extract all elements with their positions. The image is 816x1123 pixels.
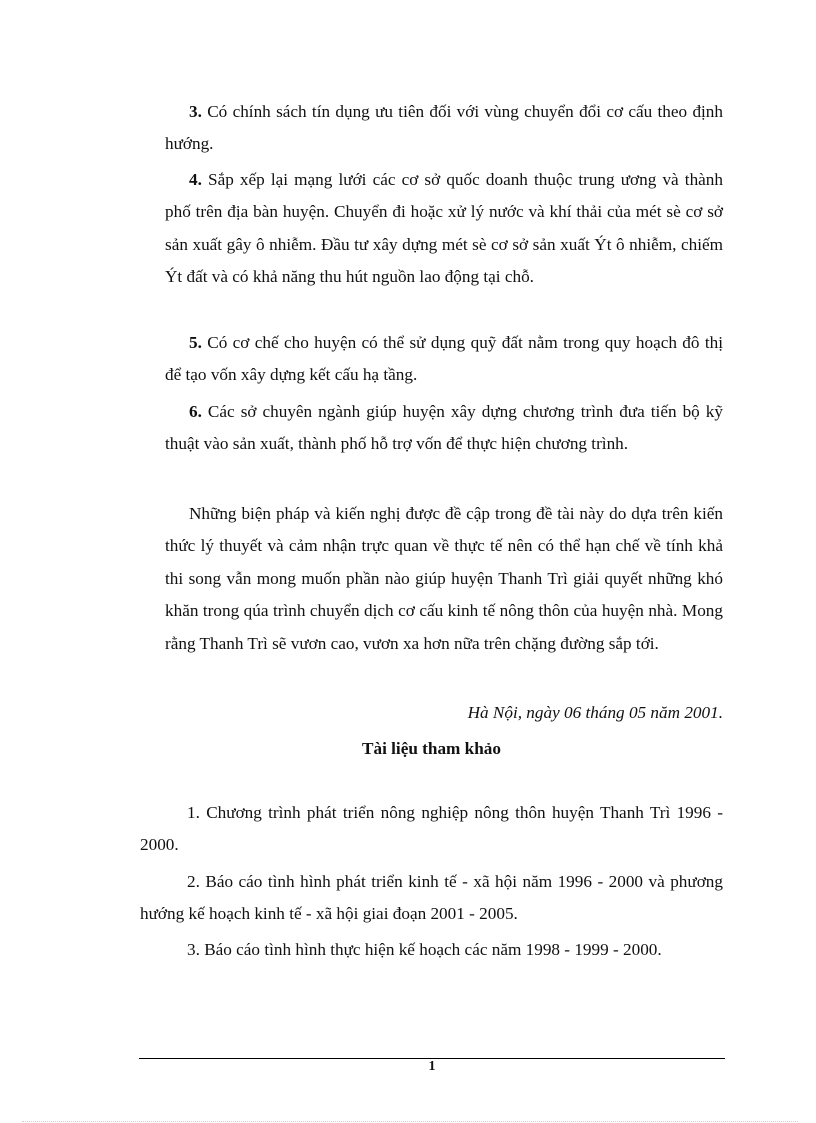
- date-signature: Hà Nội, ngày 06 tháng 05 năm 2001.: [467, 703, 723, 722]
- item-text: Các sở chuyên ngành giúp huyện xây dựng chương trình đưa tiến bộ kỹ thuật vào sản xuất, thành phố hỗ trợ vốn để thực hiện chương trình.: [165, 402, 723, 454]
- reference-item: 1. Chương trình phát triển nông nghiệp nông thôn huyện Thanh Trì 1996 - 2000.: [140, 803, 723, 855]
- reference-item: 3. Báo cáo tình hình thực hiện kế hoạch các năm 1998 - 1999 - 2000.: [187, 940, 662, 959]
- recommendation-4: [165, 164, 723, 294]
- item-number: 4.: [189, 170, 202, 189]
- item-number: 6.: [189, 402, 202, 421]
- item-text: Có chính sách tín dụng ưu tiên đối với vùng chuyển đổi cơ cấu theo định hướng.: [165, 102, 723, 154]
- recommendation-5: [165, 327, 723, 392]
- item-text: Có cơ chế cho huyện có thể sử dụng quỹ đất nằm trong quy hoạch đô thị để tạo vốn xây dựng kết cấu hạ tầng.: [165, 333, 723, 385]
- item-text: Sắp xếp lại mạng lưới các cơ sở quốc doanh thuộc trung ương và thành phố trên địa bàn huyện. Chuyển đi hoặc xử lý nước và khí thải của mét sè cơ sở sản xuất gây ô nhiễm. Đầu tư xây dựng mét sè cơ sở sản xuất Ýt ô nhiễm, chiếm Ýt đất và có khả năng thu hút nguồn lao động tại chỗ.: [165, 170, 723, 287]
- recommendation-3: [165, 96, 723, 161]
- page-edge-divider: [22, 1121, 798, 1122]
- reference-item: 2. Báo cáo tình hình phát triển kinh tế - xã hội năm 1996 - 2000 và phương hướng kế hoạch kinh tế - xã hội giai đoạn 2001 - 2005.: [140, 872, 723, 924]
- conclusion-paragraph: Những biện pháp và kiến nghị được đề cập trong đề tài này do dựa trên kiến thức lý thuyết và cảm nhận trực quan về thực tế nên có thể hạn chế về tính khả thi song vẫn mong muốn phần nào giúp huyện Thanh Trì giải quyết những khó khăn trong qúa trình chuyển dịch cơ cấu kinh tế nông thôn của huyện nhà. Mong rằng Thanh Trì sẽ vươn cao, vươn xa hơn nữa trên chặng đường sắp tới.: [165, 504, 723, 653]
- item-number: 3.: [189, 102, 202, 121]
- recommendation-6: [165, 396, 723, 461]
- references-heading: Tài liệu tham khảo: [362, 739, 501, 758]
- page-number: 1: [428, 1059, 436, 1074]
- item-number: 5.: [189, 333, 202, 352]
